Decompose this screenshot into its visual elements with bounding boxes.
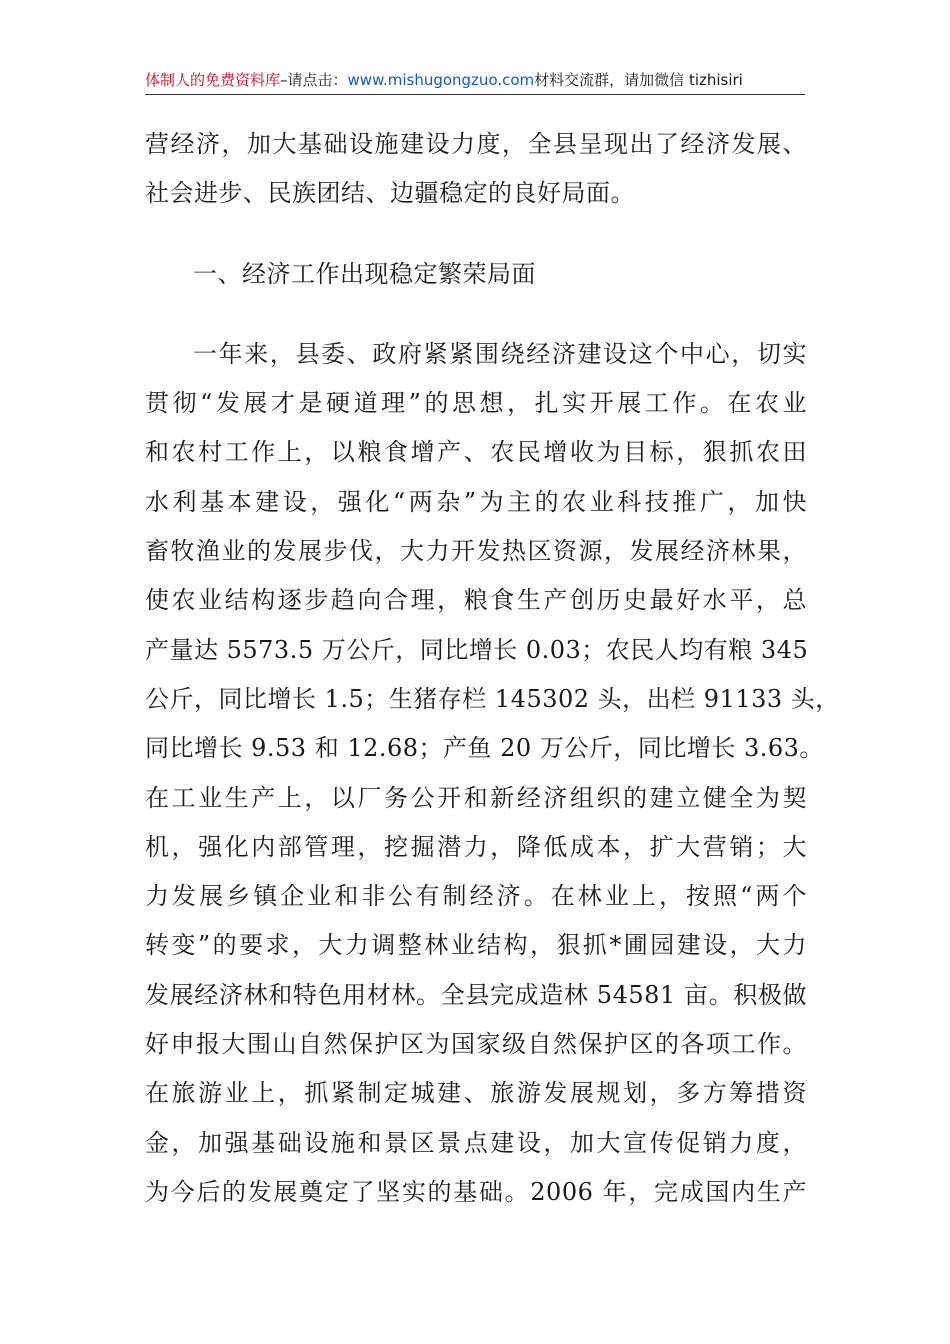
paragraph-line: 为今后的发展奠定了坚实的基础。2006 年，完成国内生产 bbox=[145, 1177, 807, 1206]
paragraph-line: 发展经济林和特色用材林。全县完成造林 54581 亩。积极做 bbox=[145, 980, 807, 1009]
paragraph-line: 公斤，同比增长 1.5；生猪存栏 145302 头，出栏 91133 头， bbox=[145, 684, 840, 713]
document-body bbox=[145, 120, 840, 1217]
paragraph-line: 和农村工作上，以粮食增产、农民增收为目标，狠抓农田 bbox=[145, 438, 807, 467]
page-header bbox=[145, 66, 805, 95]
paragraph-line: 同比增长 9.53 和 12.68；产鱼 20 万公斤，同比增长 3.63。 bbox=[145, 734, 824, 763]
paragraph-line: 使农业结构逐步趋向合理，粮食生产创历史最好水平，总 bbox=[145, 586, 807, 615]
paragraph-line: 金，加强基础设施和景区景点建设，加大宣传促销力度， bbox=[145, 1128, 807, 1157]
paragraph-line: 好申报大围山自然保护区为国家级自然保护区的各项工作。 bbox=[145, 1030, 807, 1059]
header-brand: 体制人的免费资料库 bbox=[145, 71, 281, 89]
paragraph-line: 畜牧渔业的发展步伐，大力开发热区资源，发展经济林果， bbox=[145, 537, 807, 566]
header-tail-text: 材料交流群，请加微信 tizhisiri bbox=[534, 71, 743, 89]
header-separator: –请点击： bbox=[280, 71, 348, 89]
paragraph bbox=[145, 330, 840, 1217]
intro-line: 社会进步、民族团结、边疆稳定的良好局面。 bbox=[145, 179, 635, 208]
paragraph-line: 在工业生产上，以厂务公开和新经济组织的建立健全为契 bbox=[145, 783, 807, 812]
paragraph-line: 水利基本建设，强化“两杂”为主的农业科技推广，加快 bbox=[145, 487, 807, 516]
section-heading: 一、经济工作出现稳定繁荣局面 bbox=[193, 259, 536, 288]
paragraph-line: 转变”的要求，大力调整林业结构，狠抓*圃园建设，大力 bbox=[145, 931, 807, 960]
paragraph-line: 产量达 5573.5 万公斤，同比增长 0.03；农民人均有粮 345 bbox=[145, 635, 809, 664]
paragraph-line: 机，强化内部管理，挖掘潜力，降低成本，扩大营销；大 bbox=[145, 832, 807, 861]
paragraph-line: 在旅游业上，抓紧制定城建、旅游发展规划，多方筹措资 bbox=[145, 1079, 807, 1108]
paragraph-line: 一年来，县委、政府紧紧围绕经济建设这个中心，切实 bbox=[193, 339, 807, 368]
paragraph-line: 贯彻“发展才是硬道理”的思想，扎实开展工作。在农业 bbox=[145, 389, 807, 418]
paragraph-line: 力发展乡镇企业和非公有制经济。在林业上，按照“两个 bbox=[145, 882, 807, 911]
intro-line: 营经济，加大基础设施建设力度，全县呈现出了经济发展、 bbox=[145, 130, 807, 158]
header-url-link[interactable]: www.mishugongzuo.com bbox=[347, 71, 535, 89]
